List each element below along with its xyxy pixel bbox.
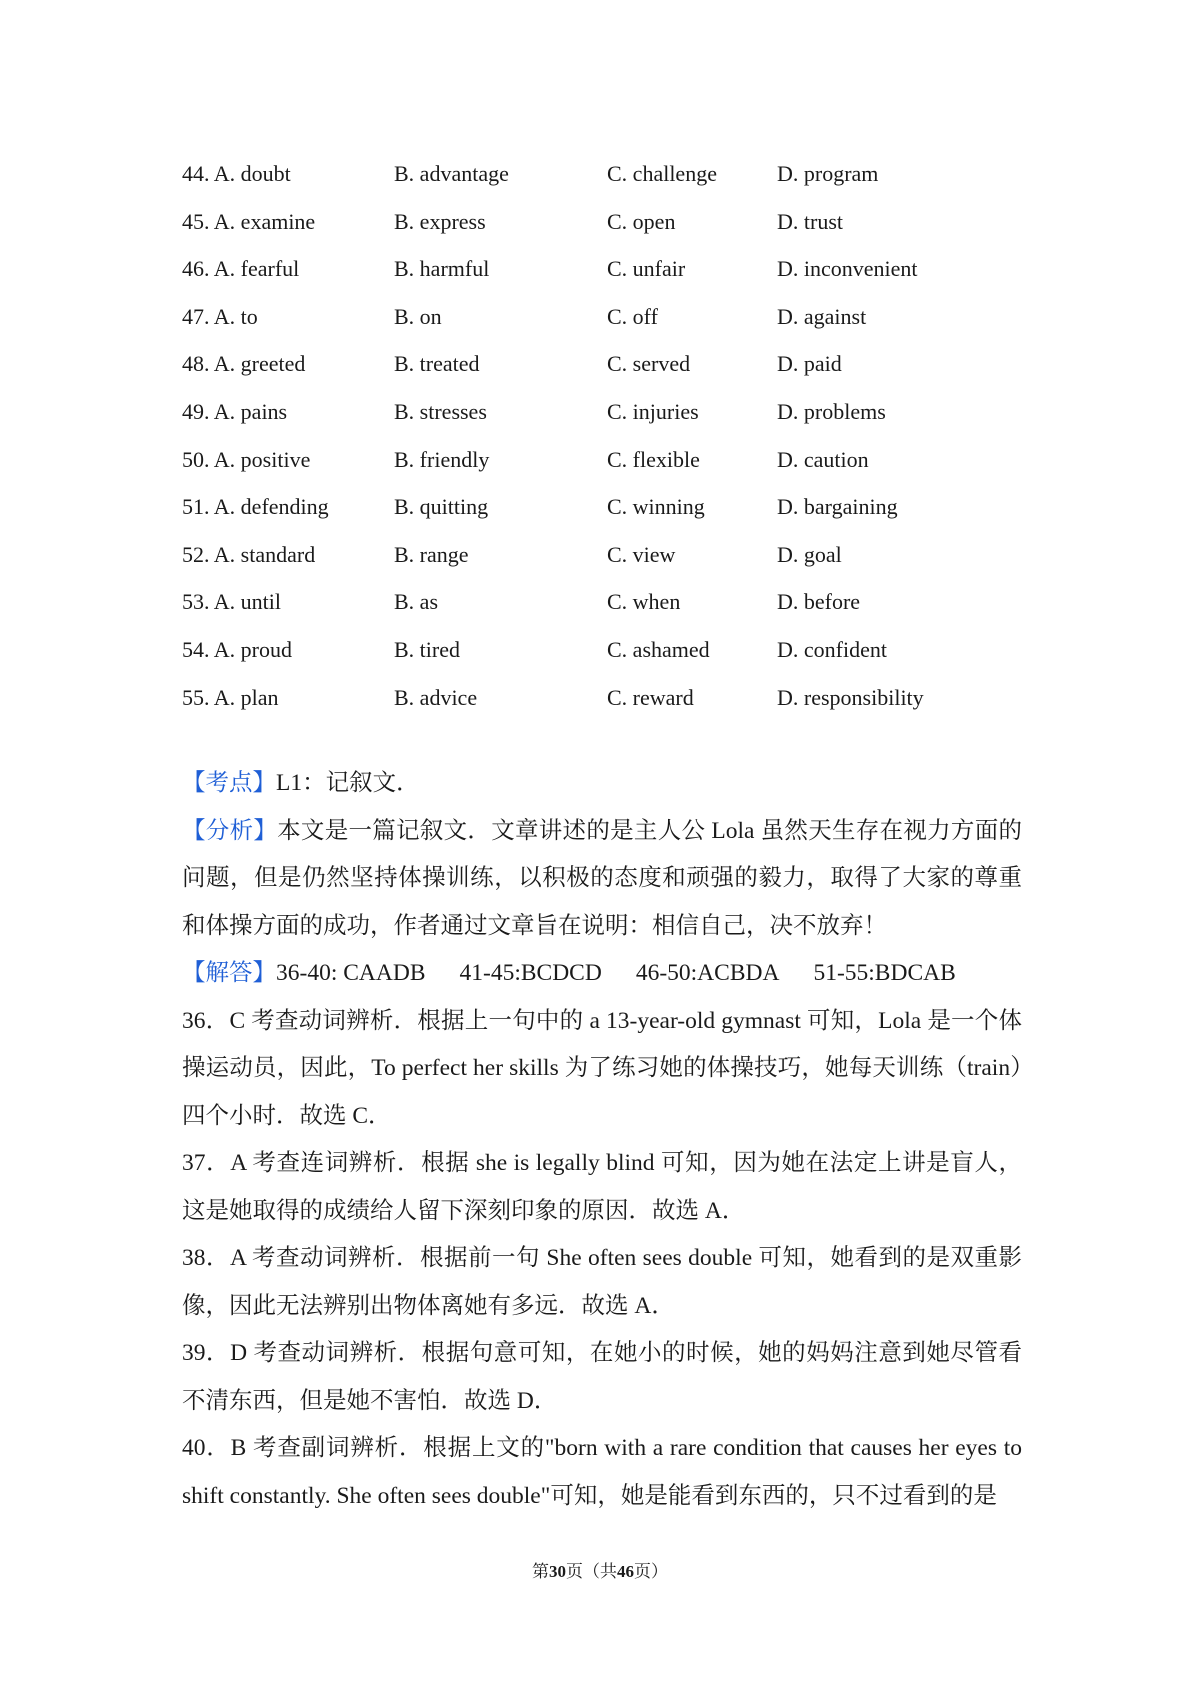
option-d: D. before bbox=[777, 589, 861, 615]
option-d: D. caution bbox=[777, 446, 869, 472]
answer-group: 41-45:BCDCD bbox=[459, 960, 602, 986]
option-d: D. against bbox=[777, 303, 867, 329]
option-a: 52. A. standard bbox=[182, 541, 316, 567]
answer-group: 51-55:BDCAB bbox=[813, 960, 956, 986]
option-a: 48. A. greeted bbox=[182, 351, 306, 377]
option-c: C. open bbox=[607, 208, 676, 234]
option-b: B. treated bbox=[394, 351, 480, 377]
option-a: 51. A. defending bbox=[182, 494, 329, 520]
option-d: D. bargaining bbox=[777, 494, 898, 520]
option-c: C. ashamed bbox=[607, 636, 710, 662]
option-row bbox=[182, 340, 1062, 388]
option-c: C. unfair bbox=[607, 256, 686, 282]
explanation-item: 38．A 考查动词辨析．根据前一句 She often sees double 可知，她看到的是双重影像，因此无法辨别出物体离她有多远．故选 A． bbox=[182, 1245, 1022, 1319]
kaodian-text: L1：记叙文． bbox=[276, 770, 420, 796]
explanation-item: 36．C 考查动词辨析．根据上一句中的 a 13-year-old gymnast 可知，Lola 是一个体操运动员，因此，To perfect her skills 为了练习她的体操技巧，她每天训练（train）四个小时．故选 C． bbox=[182, 1007, 1022, 1129]
option-a: 49. A. pains bbox=[182, 398, 288, 424]
option-c: C. flexible bbox=[607, 446, 700, 472]
answer-group: 36-40: CAADB bbox=[276, 960, 426, 986]
option-a: 54. A. proud bbox=[182, 636, 292, 662]
option-b: B. express bbox=[394, 208, 486, 234]
explanation-item: 37．A 考查连词辨析．根据 she is legally blind 可知，因为她在法定上讲是盲人，这是她取得的成绩给人留下深刻印象的原因．故选 A． bbox=[182, 1150, 1022, 1224]
option-d: D. responsibility bbox=[777, 684, 924, 710]
option-row bbox=[182, 531, 1062, 579]
option-row bbox=[182, 388, 1062, 436]
option-row bbox=[182, 436, 1062, 484]
option-c: C. served bbox=[607, 351, 691, 377]
option-row bbox=[182, 150, 1062, 198]
analysis-section bbox=[182, 760, 1022, 1520]
option-b: B. advice bbox=[394, 684, 478, 710]
option-b: B. tired bbox=[394, 636, 460, 662]
fenxi-text: 本文是一篇记叙文．文章讲述的是主人公 Lola 虽然天生存在视力方面的问题，但是仍然坚持体操训练，以积极的态度和顽强的毅力，取得了大家的尊重和体操方面的成功，作者通过文章旨在说明：相信自己，决不放弃！ bbox=[182, 817, 1022, 939]
option-table bbox=[182, 150, 1062, 721]
option-d: D. inconvenient bbox=[777, 256, 918, 282]
option-c: C. view bbox=[607, 541, 676, 567]
option-b: B. stresses bbox=[394, 398, 487, 424]
option-a: 55. A. plan bbox=[182, 684, 279, 710]
option-c: C. when bbox=[607, 589, 681, 615]
option-row bbox=[182, 626, 1062, 674]
option-d: D. problems bbox=[777, 398, 886, 424]
option-row bbox=[182, 245, 1062, 293]
option-b: B. quitting bbox=[394, 494, 489, 520]
option-c: C. off bbox=[607, 303, 658, 329]
fenxi-tag: 【分析】 bbox=[182, 817, 278, 844]
option-a: 44. A. doubt bbox=[182, 161, 291, 186]
option-c: C. winning bbox=[607, 494, 705, 520]
option-d: D. goal bbox=[777, 541, 842, 567]
option-c: C. injuries bbox=[607, 398, 699, 424]
page-total: 46 bbox=[617, 1562, 634, 1581]
option-a: 45. A. examine bbox=[182, 208, 316, 234]
option-b: B. range bbox=[394, 541, 469, 567]
option-a: 50. A. positive bbox=[182, 446, 311, 472]
kaodian-paragraph bbox=[182, 760, 1022, 808]
answer-group: 46-50:ACBDA bbox=[635, 960, 780, 986]
page-number: 30 bbox=[549, 1562, 566, 1581]
option-a: 46. A. fearful bbox=[182, 256, 300, 282]
jieda-tag: 【解答】 bbox=[182, 960, 276, 986]
option-row bbox=[182, 578, 1062, 626]
option-b: B. advantage bbox=[394, 161, 509, 186]
option-a: 53. A. until bbox=[182, 589, 282, 615]
option-d: D. paid bbox=[777, 351, 842, 377]
option-d: D. trust bbox=[777, 208, 843, 234]
explanation-item: 40．B 考查副词辨析．根据上文的"born with a rare condition that causes her eyes to shift constantly. She often sees double"可知，她是能看到东西的，只不过看到的是 bbox=[182, 1435, 1022, 1509]
option-row bbox=[182, 293, 1062, 341]
option-row bbox=[182, 198, 1062, 246]
option-a: 47. A. to bbox=[182, 303, 258, 329]
option-b: B. harmful bbox=[394, 256, 490, 282]
option-c: C. challenge bbox=[607, 161, 717, 186]
footer-suffix: 页） bbox=[634, 1562, 668, 1581]
option-d: D. confident bbox=[777, 636, 887, 662]
option-b: B. on bbox=[394, 303, 442, 329]
footer-mid: 页（共 bbox=[566, 1562, 617, 1581]
jieda-paragraph bbox=[182, 950, 1022, 998]
option-row bbox=[182, 483, 1062, 531]
option-row bbox=[182, 674, 1062, 722]
option-d: D. program bbox=[777, 161, 879, 186]
option-b: B. friendly bbox=[394, 446, 490, 472]
page-footer bbox=[0, 1557, 1200, 1582]
footer-prefix: 第 bbox=[532, 1562, 549, 1581]
option-b: B. as bbox=[394, 589, 438, 615]
fenxi-paragraph bbox=[182, 808, 1022, 951]
option-c: C. reward bbox=[607, 684, 694, 710]
explanation-item: 39．D 考查动词辨析．根据句意可知，在她小的时候，她的妈妈注意到她尽管看不清东西，但是她不害怕．故选 D． bbox=[182, 1340, 1022, 1414]
kaodian-tag: 【考点】 bbox=[182, 770, 276, 796]
